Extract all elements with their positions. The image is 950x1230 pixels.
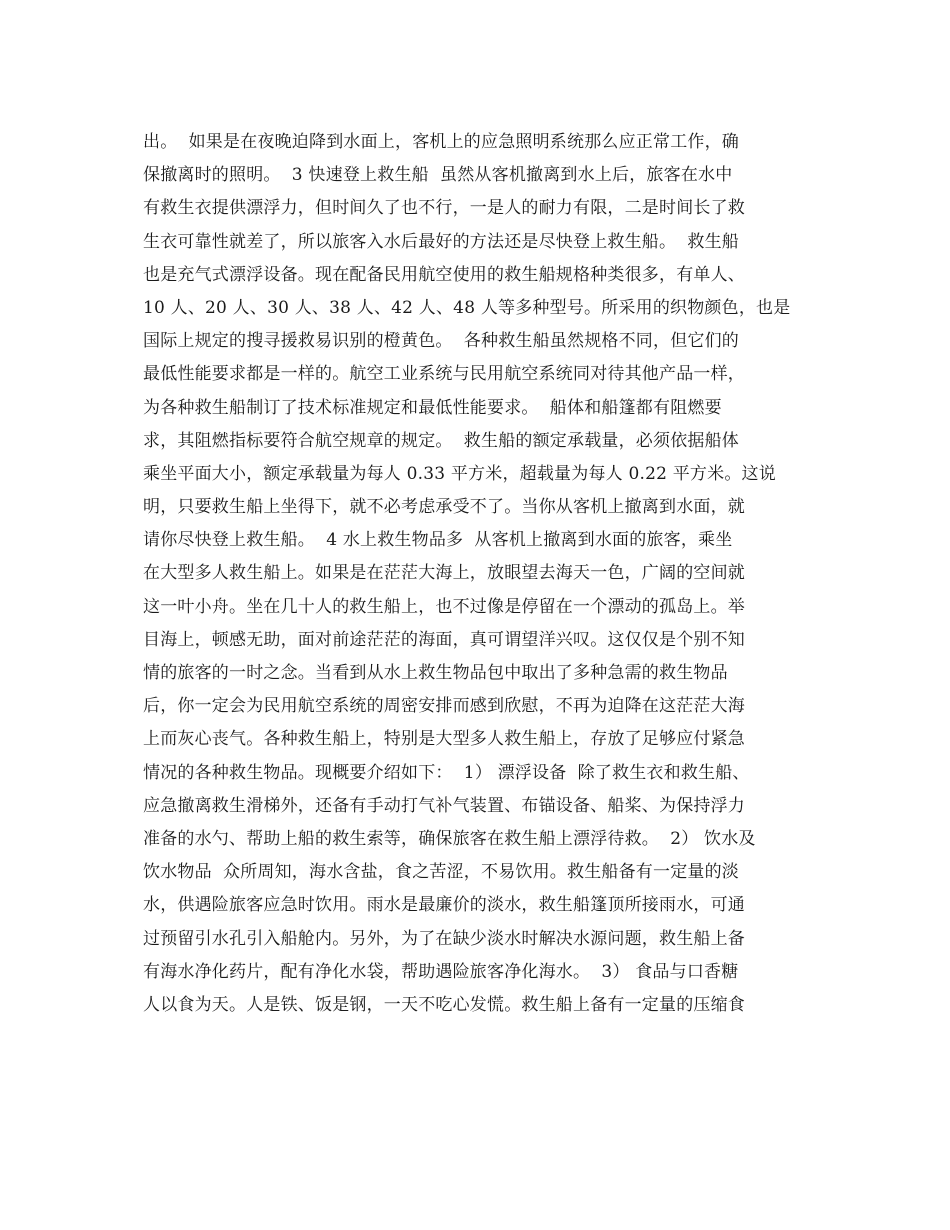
text-line: 过预留引水孔引入船舱内。另外，为了在缺少淡水时解决水源问题，救生船上备 <box>143 928 745 949</box>
text-line: 为各种救生船制订了技术标准规定和最低性能要求。 船体和船篷都有阻燃要 <box>143 397 722 418</box>
text-line: 有救生衣提供漂浮力，但时间久了也不行，一是人的耐力有限，二是时间长了救 <box>143 198 745 219</box>
text-line: 情况的各种救生物品。现概要介绍如下： 1） 漂浮设备 除了救生衣和救生船、 <box>143 762 750 783</box>
text-line: 明，只要救生船上坐得下，就不必考虑承受不了。当你从客机上撤离到水面，就 <box>143 497 745 518</box>
text-line: 出。 如果是在夜晚迫降到水面上，客机上的应急照明系统那么应正常工作，确 <box>143 132 740 152</box>
text-line: 最低性能要求都是一样的。航空工业系统与民用航空系统同对待其他产品一样， <box>143 364 745 385</box>
text-line: 也是充气式漂浮设备。现在配备民用航空使用的救生船规格种类很多，有单人、 <box>143 264 745 285</box>
text-line: 上而灰心丧气。各种救生船上，特别是大型多人救生船上，存放了足够应付紧急 <box>143 729 745 750</box>
text-line: 国际上规定的搜寻援救易识别的橙黄色。 各种救生船虽然规格不同，但它们的 <box>143 331 740 352</box>
text-line: 有海水净化药片，配有净化水袋，帮助遇险旅客净化海水。 3） 食品与口香糖 <box>143 961 739 982</box>
text-line: 乘坐平面大小，额定承载量为每人 0.33 平方米，超载量为每人 0.22 平方米。这说 <box>143 463 776 484</box>
text-line: 目海上，顿感无助，面对前途茫茫的海面，真可谓望洋兴叹。这仅仅是个别不知 <box>143 629 745 650</box>
text-line: 准备的水勺、帮助上船的救生索等，确保旅客在救生船上漂浮待救。 2） 饮水及 <box>143 828 756 849</box>
text-line: 情的旅客的一时之念。当看到从水上救生物品包中取出了多种急需的救生物品 <box>143 663 728 683</box>
text-line: 应急撤离救生滑梯外，还备有手动打气补气装置、布锚设备、船桨、为保持浮力 <box>143 795 745 816</box>
text-line: 保撤离时的照明。 3 快速登上救生船 虽然从客机撤离到水上后，旅客在水中 <box>143 165 733 186</box>
text-line: 10 人、20 人、30 人、38 人、42 人、48 人等多种型号。所采用的织物颜色，也是 <box>143 297 791 318</box>
text-line: 生衣可靠性就差了，所以旅客入水后最好的方法还是尽快登上救生船。 救生船 <box>143 231 740 252</box>
text-line: 人以食为天。人是铁、饭是钢，一天不吃心发慌。救生船上备有一定量的压缩食 <box>143 994 745 1015</box>
text-line: 饮水物品 众所周知，海水含盐，食之苦涩，不易饮用。救生船备有一定量的淡 <box>143 862 740 883</box>
text-line: 水，供遇险旅客应急时饮用。雨水是最廉价的淡水，救生船篷顶所接雨水，可通 <box>143 895 745 916</box>
text-line: 求，其阻燃指标要符合航空规章的规定。 救生船的额定承载量，必须依据船体 <box>143 430 740 451</box>
body-text <box>143 126 823 1022</box>
text-line: 请你尽快登上救生船。 4 水上救生物品多 从客机上撤离到水面的旅客，乘坐 <box>143 530 733 551</box>
text-line: 这一叶小舟。坐在几十人的救生船上，也不过像是停留在一个漂动的孤岛上。举 <box>143 596 745 617</box>
text-line: 后，你一定会为民用航空系统的周密安排而感到欣慰，不再为迫降在这茫茫大海 <box>143 696 745 717</box>
text-line: 在大型多人救生船上。如果是在茫茫大海上，放眼望去海天一色，广阔的空间就 <box>143 563 745 584</box>
